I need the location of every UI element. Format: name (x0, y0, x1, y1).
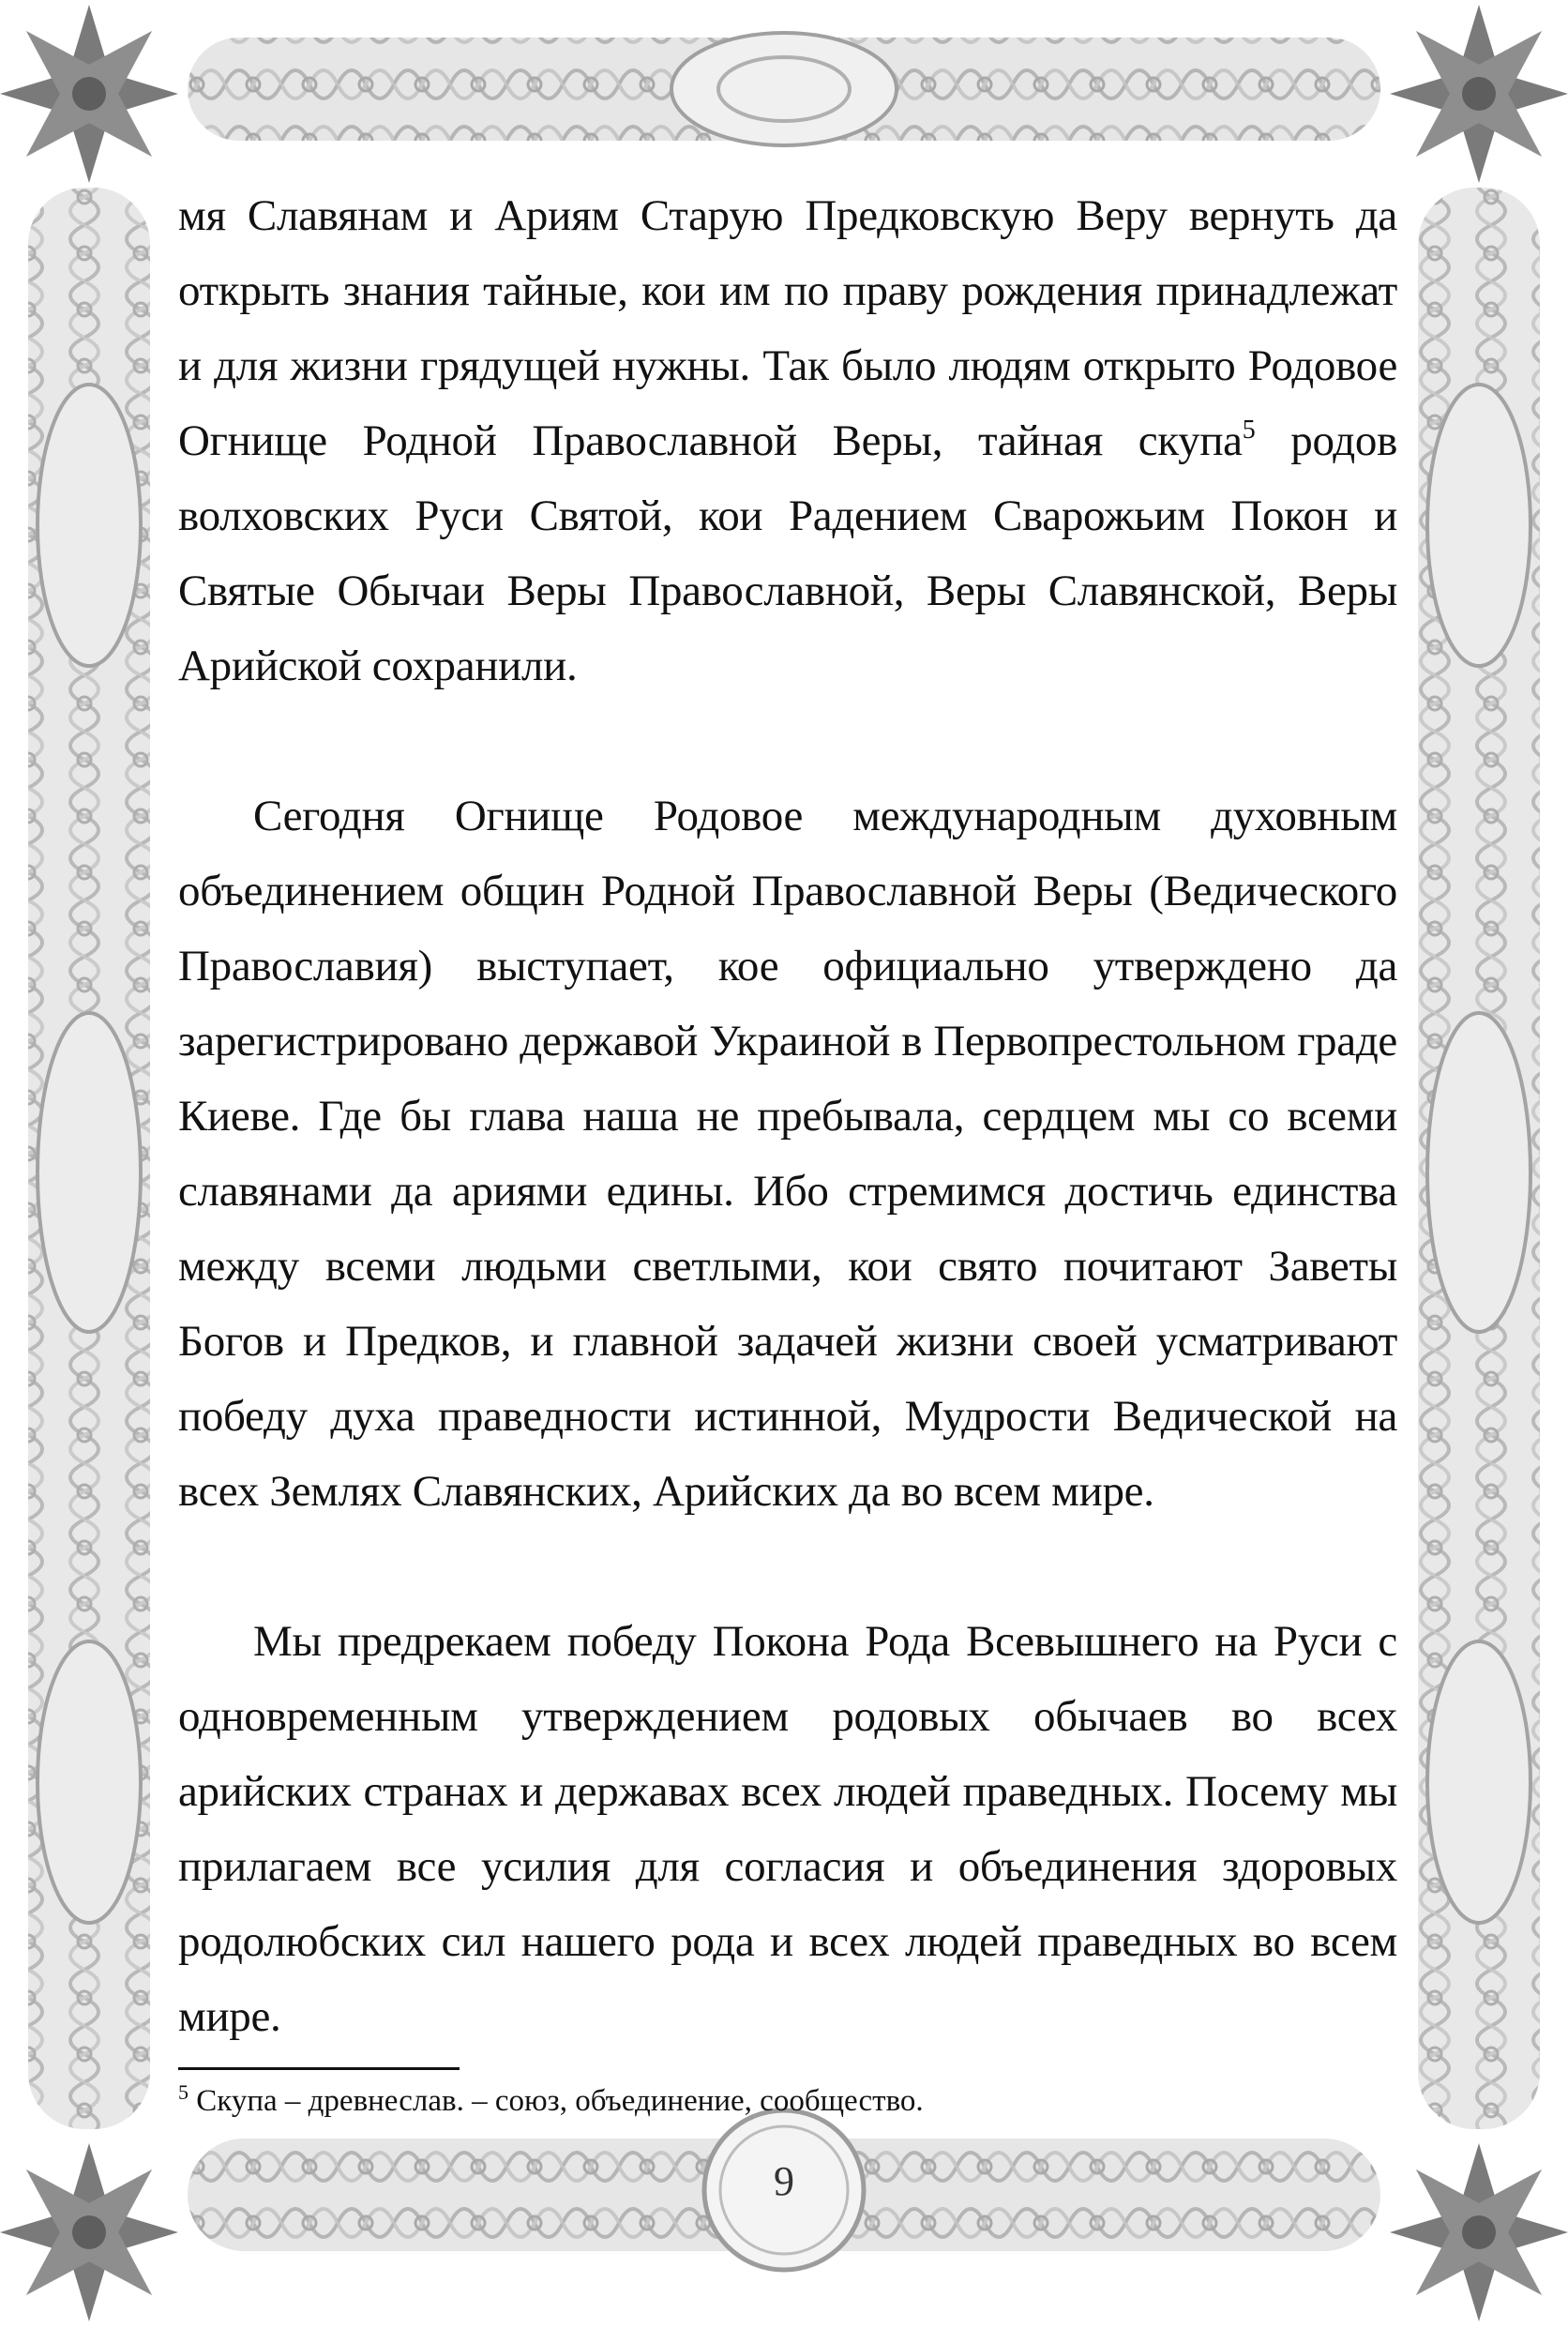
footnote-ref: 5 (1242, 416, 1256, 445)
page-number: 9 (774, 2158, 794, 2204)
paragraph-1 (178, 178, 1397, 703)
paragraph-2: Сегодня Огнище Родовое международным духовным объединением общин Родной Православной Веры (Ведического Православия) выступает, кое официально утверждено да зарегистрировано державой Украиной в Первопрестольном граде Киеве. Где бы глава наша не пребывала, сердцем мы со всеми славянами да ариями едины. Ибо стремимся достичь единства между всеми людьми светлыми, кои свято почитают Заветы Богов и Предков, и главной задачей жизни своей усматривают победу духа праведности истинной, Мудрости Ведической на всех Землях Славянских, Арийских да во всем мире. (178, 792, 1397, 1516)
paragraph-1-text-b: родов волховских Руси Святой, кои Радением Сварожьим Покон и Святые Обычаи Веры Православной, Веры Славянской, Веры Арийской сохранили. (178, 416, 1398, 690)
knotwork-top-band (188, 33, 1380, 145)
paragraph-3: Мы предрекаем победу Покона Рода Всевышнего на Руси с одновременным утверждением родовых обычаев во всех арийских странах и державах всех людей праведных. Посему мы прилагаем все усилия для согласия и объединения здоровых родолюбских сил нашего рода и всех людей праведных во всем мире. (178, 1617, 1397, 2041)
knotwork-right-column (1418, 188, 1540, 2129)
footnote-text: Скупа – древнеслав. – союз, объединение, сообщество. (188, 2084, 924, 2118)
footnote (178, 2080, 1397, 2122)
paragraph-1-text-a: мя Славянам и Ариям Старую Предковскую Веру вернуть да открыть знания тайные, кои им по праву рождения принадлежат и для жизни грядущей нужны. Так было людям открыто Родовое Огнище Родной Православной Веры, тайная скупа (178, 191, 1397, 465)
eight-point-star-icon (1353, 2107, 1568, 2343)
body-text (178, 178, 1397, 2054)
footnote-number: 5 (178, 2080, 188, 2104)
eight-point-star-icon (0, 2107, 215, 2343)
knotwork-left-column (28, 188, 150, 2129)
footnote-divider (178, 2067, 460, 2070)
